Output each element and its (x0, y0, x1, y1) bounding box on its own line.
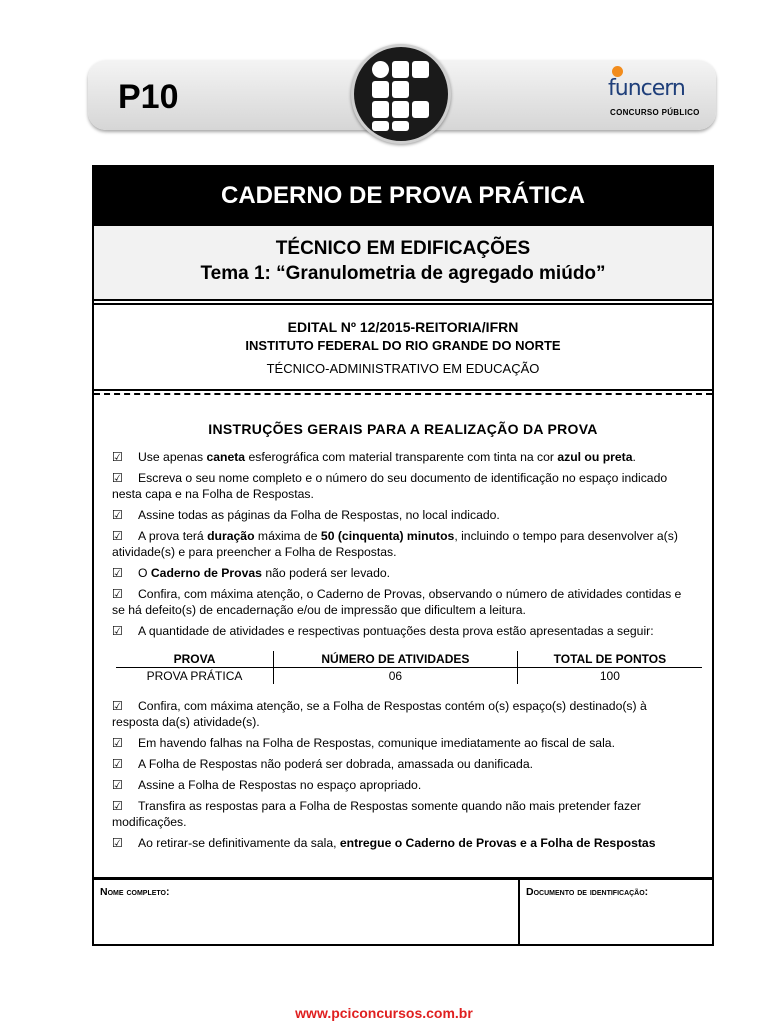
logo-square (372, 81, 389, 98)
table-cell: 100 (599, 669, 620, 683)
document-field[interactable] (520, 880, 712, 944)
logo-square (372, 101, 389, 118)
checkbox-icon: ☑ (112, 587, 123, 601)
checkbox-icon: ☑ (112, 471, 123, 485)
instruction-item: ☑ Assine a Folha de Respostas no espaço apropriado. (112, 778, 422, 792)
instruction-item: ☑ A Folha de Respostas não poderá ser dobrada, amassada ou danificada. (112, 757, 534, 771)
table-row (116, 668, 702, 685)
table-header: TOTAL DE PONTOS (517, 651, 702, 668)
table-cell: PROVA PRÁTICA (146, 669, 243, 683)
exam-category: TÉCNICO-ADMINISTRATIVO EM EDUCAÇÃO (266, 361, 540, 376)
instruction-item: ☑ Ao retirar-se definitivamente da sala, entregue o Caderno de Provas e a Folha de Respostas (112, 836, 656, 850)
checkbox-icon: ☑ (112, 508, 123, 522)
instruction-item: ☑ A quantidade de atividades e respectivas pontuações desta prova estão apresentadas a seguir: (112, 624, 654, 638)
instruction-item: ☑ O Caderno de Provas não poderá ser levado. (112, 566, 391, 580)
instruction-item: ☑ Confira, com máxima atenção, se a Folha de Respostas contém o(s) espaço(s) destinado(s) à resposta da(s) atividade(s). (112, 699, 647, 729)
checkbox-icon: ☑ (112, 624, 123, 638)
checkbox-icon: ☑ (112, 699, 123, 713)
course-box (94, 224, 712, 301)
instruction-item: ☑ A prova terá duração máxima de 50 (cinquenta) minutos, incluindo o tempo para desenvolver a(s) atividade(s) e para preencher a Folha de Respostas. (112, 529, 678, 559)
funcern-logo (606, 66, 702, 120)
checkbox-icon: ☑ (112, 566, 123, 580)
logo-square (372, 121, 389, 131)
edital-number: EDITAL Nº 12/2015-REITORIA/IFRN (287, 319, 519, 335)
instructions-section (94, 393, 712, 877)
edital-box (94, 303, 712, 391)
logo-square (392, 121, 409, 131)
course-name: TÉCNICO EM EDIFICAÇÕES (275, 238, 531, 259)
brand-subtitle: CONCURSO PÚBLICO (610, 108, 700, 117)
table-cell: 06 (274, 668, 518, 685)
checkbox-icon: ☑ (112, 529, 123, 543)
checkbox-icon: ☑ (112, 778, 123, 792)
name-field-label: Nome completo: (100, 886, 170, 898)
logo-dot (372, 61, 389, 78)
page-title: CADERNO DE PROVA PRÁTICA (94, 167, 712, 224)
identification-fields (94, 877, 712, 944)
checkbox-icon: ☑ (112, 799, 123, 813)
footer-link[interactable]: www.pciconcursos.com.br (295, 1005, 473, 1021)
ifrn-logo (351, 44, 451, 144)
exam-cover (92, 165, 714, 946)
instruction-item: ☑ Use apenas caneta esferográfica com material transparente com tinta na cor azul ou preta. (112, 450, 636, 464)
logo-square (412, 101, 429, 118)
instruction-item: ☑ Confira, com máxima atenção, o Caderno de Provas, observando o número de atividades contidas e se há defeito(s) de encadernação e/ou de impressão que dificultem a leitura. (112, 587, 682, 617)
score-table (116, 651, 702, 684)
logo-square (392, 101, 409, 118)
institution-name: INSTITUTO FEDERAL DO RIO GRANDE DO NORTE (245, 338, 561, 353)
exam-code: P10 (118, 78, 179, 116)
logo-square (392, 61, 409, 78)
checkbox-icon: ☑ (112, 757, 123, 771)
checkbox-icon: ☑ (112, 736, 123, 750)
instruction-item: ☑ Escreva o seu nome completo e o número do seu documento de identificação no espaço indicado nesta capa e na Folha de Respostas. (112, 471, 668, 501)
instruction-item: ☑ Transfira as respostas para a Folha de Respostas somente quando não mais pretender fazer modificações. (112, 799, 641, 829)
logo-square (412, 61, 429, 78)
instruction-item: ☑ Em havendo falhas na Folha de Respostas, comunique imediatamente ao fiscal de sala. (112, 736, 615, 750)
name-field[interactable] (94, 880, 520, 944)
table-header: NÚMERO DE ATIVIDADES (274, 651, 518, 668)
instructions-heading: INSTRUÇÕES GERAIS PARA A REALIZAÇÃO DA PROVA (208, 421, 598, 437)
instruction-item: ☑ Assine todas as páginas da Folha de Respostas, no local indicado. (112, 508, 500, 522)
course-theme: Tema 1: “Granulometria de agregado miúdo” (200, 263, 606, 284)
brand-name: funcern (608, 76, 685, 101)
logo-square (392, 81, 409, 98)
table-header: PROVA (116, 651, 274, 668)
checkbox-icon: ☑ (112, 836, 123, 850)
checkbox-icon: ☑ (112, 450, 123, 464)
document-field-label: Documento de identificação: (526, 886, 649, 898)
